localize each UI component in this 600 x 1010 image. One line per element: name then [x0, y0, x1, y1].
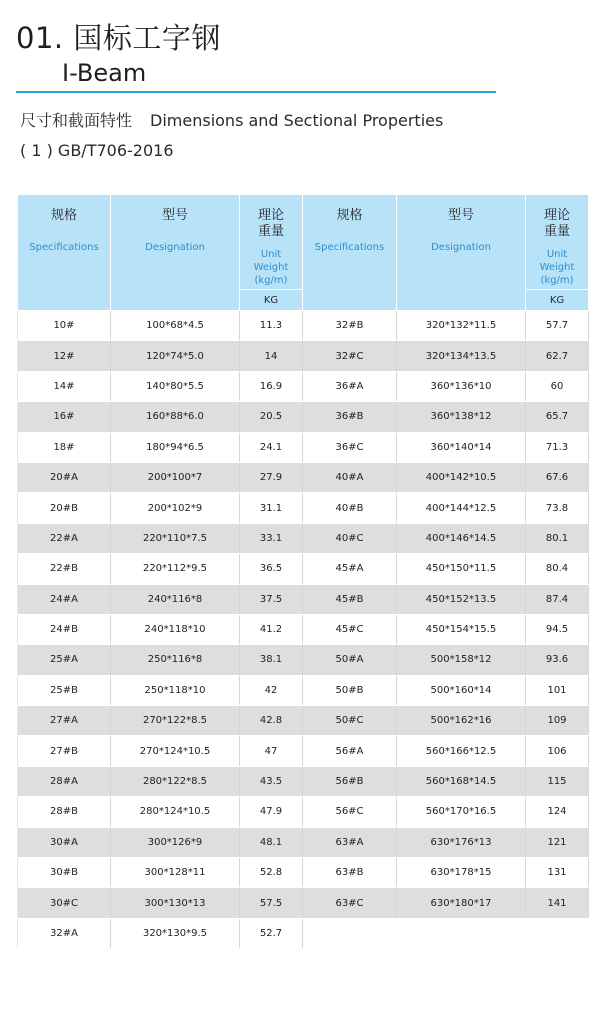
empty-cell — [397, 918, 526, 948]
cell-spec-right: 63#A — [303, 827, 397, 857]
cell-weight-right: 80.4 — [526, 554, 589, 584]
cell-weight-right: 94.5 — [526, 614, 589, 644]
table-row — [18, 736, 589, 766]
cell-weight-right: 62.7 — [526, 341, 589, 371]
cell-designation-left: 220*110*7.5 — [111, 523, 240, 553]
cell-weight-right: 115 — [526, 766, 589, 796]
cell-spec-left: 10# — [18, 311, 111, 341]
cell-weight-left: 36.5 — [240, 554, 303, 584]
cell-designation-left: 300*126*9 — [111, 827, 240, 857]
table-row — [18, 402, 589, 432]
cell-designation-right: 360*136*10 — [397, 371, 526, 401]
cell-spec-left: 27#B — [18, 736, 111, 766]
cell-spec-right: 40#C — [303, 523, 397, 553]
cell-spec-left: 30#A — [18, 827, 111, 857]
cell-weight-right: 80.1 — [526, 523, 589, 553]
table-row — [18, 858, 589, 888]
cell-weight-left: 27.9 — [240, 462, 303, 492]
cell-designation-left: 120*74*5.0 — [111, 341, 240, 371]
cell-weight-right: 93.6 — [526, 645, 589, 675]
cell-weight-left: 20.5 — [240, 402, 303, 432]
cell-designation-left: 300*130*13 — [111, 888, 240, 918]
cell-designation-right: 320*134*13.5 — [397, 341, 526, 371]
cell-weight-left: 52.7 — [240, 918, 303, 948]
cell-designation-left: 240*118*10 — [111, 614, 240, 644]
cell-weight-left: 52.8 — [240, 858, 303, 888]
cell-designation-right: 500*162*16 — [397, 706, 526, 736]
cell-spec-left: 30#B — [18, 858, 111, 888]
cell-weight-left: 43.5 — [240, 766, 303, 796]
cell-designation-left: 280*124*10.5 — [111, 797, 240, 827]
header-designation-cn: 型号 — [161, 208, 188, 223]
table-row — [18, 888, 589, 918]
header-weight-left — [240, 195, 303, 290]
header-designation-left — [111, 195, 240, 311]
cell-designation-right: 500*158*12 — [397, 645, 526, 675]
cell-spec-left: 28#A — [18, 766, 111, 796]
cell-designation-right: 450*154*15.5 — [397, 614, 526, 644]
cell-designation-left: 300*128*11 — [111, 858, 240, 888]
header-spec-right — [303, 195, 397, 311]
cell-spec-left: 20#A — [18, 462, 111, 492]
cell-spec-right: 45#A — [303, 554, 397, 584]
cell-spec-left: 32#A — [18, 918, 111, 948]
section-subtitle — [20, 108, 443, 131]
cell-weight-left: 33.1 — [240, 523, 303, 553]
cell-designation-right: 320*132*11.5 — [397, 311, 526, 341]
cell-weight-right: 60 — [526, 371, 589, 401]
cell-spec-right: 56#C — [303, 797, 397, 827]
cell-spec-right: 56#B — [303, 766, 397, 796]
cell-spec-left: 24#B — [18, 614, 111, 644]
table-row — [18, 797, 589, 827]
cell-weight-left: 47 — [240, 736, 303, 766]
cell-weight-left: 57.5 — [240, 888, 303, 918]
cell-weight-right: 141 — [526, 888, 589, 918]
table-row — [18, 493, 589, 523]
cell-designation-right: 450*152*13.5 — [397, 584, 526, 614]
cell-spec-right: 56#A — [303, 736, 397, 766]
cell-weight-right: 124 — [526, 797, 589, 827]
cell-spec-left: 22#A — [18, 523, 111, 553]
cell-spec-right: 40#B — [303, 493, 397, 523]
cell-spec-left: 14# — [18, 371, 111, 401]
header-spec-cn: 规格 — [336, 208, 363, 223]
cell-spec-right: 36#C — [303, 432, 397, 462]
table-body — [18, 311, 589, 949]
cell-spec-left: 30#C — [18, 888, 111, 918]
cell-designation-right: 450*150*11.5 — [397, 554, 526, 584]
cell-spec-right: 45#B — [303, 584, 397, 614]
cell-weight-right: 106 — [526, 736, 589, 766]
cell-weight-right: 71.3 — [526, 432, 589, 462]
table-row — [18, 645, 589, 675]
cell-spec-right: 63#B — [303, 858, 397, 888]
cell-designation-left: 250*118*10 — [111, 675, 240, 705]
cell-weight-right: 73.8 — [526, 493, 589, 523]
table-row — [18, 918, 589, 948]
cell-weight-left: 31.1 — [240, 493, 303, 523]
cell-designation-left: 280*122*8.5 — [111, 766, 240, 796]
cell-spec-left: 22#B — [18, 554, 111, 584]
cell-weight-right: 65.7 — [526, 402, 589, 432]
cell-designation-left: 250*116*8 — [111, 645, 240, 675]
table-row — [18, 311, 589, 341]
header-unit-kg-right: KG — [526, 290, 589, 311]
cell-spec-left: 16# — [18, 402, 111, 432]
cell-designation-right: 560*170*16.5 — [397, 797, 526, 827]
cell-designation-left: 270*124*10.5 — [111, 736, 240, 766]
cell-designation-left: 220*112*9.5 — [111, 554, 240, 584]
cell-designation-right: 400*144*12.5 — [397, 493, 526, 523]
cell-weight-right: 101 — [526, 675, 589, 705]
cell-weight-right: 121 — [526, 827, 589, 857]
cell-spec-right: 36#A — [303, 371, 397, 401]
header-designation-cn: 型号 — [447, 208, 474, 223]
cell-designation-left: 200*100*7 — [111, 462, 240, 492]
standard-label: ( 1 ) GB/T706-2016 — [20, 141, 174, 160]
page-title-cn: 01. 国标工字钢 — [16, 21, 221, 55]
empty-cell — [303, 918, 397, 948]
header-designation-en: Designation — [145, 242, 205, 253]
cell-designation-left: 140*80*5.5 — [111, 371, 240, 401]
cell-designation-left: 320*130*9.5 — [111, 918, 240, 948]
table-row — [18, 675, 589, 705]
cell-weight-left: 38.1 — [240, 645, 303, 675]
cell-weight-left: 16.9 — [240, 371, 303, 401]
header-weight-en: Unit Weight (kg/m) — [253, 249, 289, 286]
cell-weight-left: 37.5 — [240, 584, 303, 614]
cell-weight-right: 57.7 — [526, 311, 589, 341]
table-row — [18, 766, 589, 796]
cell-spec-left: 12# — [18, 341, 111, 371]
cell-designation-left: 180*94*6.5 — [111, 432, 240, 462]
header-spec-cn: 规格 — [50, 208, 77, 223]
table-row — [18, 432, 589, 462]
table-row — [18, 341, 589, 371]
cell-designation-right: 400*146*14.5 — [397, 523, 526, 553]
cell-designation-right: 360*140*14 — [397, 432, 526, 462]
cell-designation-left: 270*122*8.5 — [111, 706, 240, 736]
header-designation-en: Designation — [431, 242, 491, 253]
subtitle-en: Dimensions and Sectional Properties — [150, 111, 444, 130]
subtitle-cn: 尺寸和截面特性 — [20, 111, 133, 130]
cell-weight-left: 42 — [240, 675, 303, 705]
header-weight-en: Unit Weight (kg/m) — [539, 249, 575, 286]
cell-spec-left: 18# — [18, 432, 111, 462]
cell-weight-right: 87.4 — [526, 584, 589, 614]
cell-designation-right: 630*178*15 — [397, 858, 526, 888]
empty-cell — [526, 918, 589, 948]
header-weight-right — [526, 195, 589, 290]
cell-spec-left: 20#B — [18, 493, 111, 523]
cell-designation-left: 200*102*9 — [111, 493, 240, 523]
cell-designation-right: 630*176*13 — [397, 827, 526, 857]
table-row — [18, 706, 589, 736]
title-divider — [16, 91, 496, 93]
cell-weight-right: 67.6 — [526, 462, 589, 492]
cell-designation-right: 500*160*14 — [397, 675, 526, 705]
header-unit-kg-left: KG — [240, 290, 303, 311]
cell-designation-left: 100*68*4.5 — [111, 311, 240, 341]
cell-weight-left: 11.3 — [240, 311, 303, 341]
cell-spec-left: 24#A — [18, 584, 111, 614]
cell-designation-left: 240*116*8 — [111, 584, 240, 614]
cell-designation-right: 400*142*10.5 — [397, 462, 526, 492]
header-spec-en: Specifications — [314, 242, 385, 253]
cell-weight-left: 14 — [240, 341, 303, 371]
cell-spec-right: 45#C — [303, 614, 397, 644]
ibeam-table-container — [17, 194, 588, 949]
cell-spec-right: 50#B — [303, 675, 397, 705]
header-weight-cn: 理论 重量 — [543, 208, 570, 239]
cell-weight-left: 41.2 — [240, 614, 303, 644]
cell-designation-right: 560*168*14.5 — [397, 766, 526, 796]
table-row — [18, 554, 589, 584]
page-title-en: I-Beam — [62, 59, 147, 87]
cell-spec-left: 28#B — [18, 797, 111, 827]
ibeam-table — [17, 194, 589, 949]
cell-weight-left: 48.1 — [240, 827, 303, 857]
table-row — [18, 614, 589, 644]
cell-designation-left: 160*88*6.0 — [111, 402, 240, 432]
cell-designation-right: 560*166*12.5 — [397, 736, 526, 766]
cell-spec-left: 25#B — [18, 675, 111, 705]
header-spec-en: Specifications — [29, 242, 99, 253]
cell-spec-left: 27#A — [18, 706, 111, 736]
cell-spec-right: 32#C — [303, 341, 397, 371]
header-designation-right — [397, 195, 526, 311]
cell-designation-right: 630*180*17 — [397, 888, 526, 918]
cell-weight-left: 24.1 — [240, 432, 303, 462]
cell-weight-left: 42.8 — [240, 706, 303, 736]
cell-spec-right: 36#B — [303, 402, 397, 432]
cell-weight-right: 109 — [526, 706, 589, 736]
cell-weight-right: 131 — [526, 858, 589, 888]
table-row — [18, 827, 589, 857]
table-row — [18, 523, 589, 553]
cell-spec-right: 50#C — [303, 706, 397, 736]
cell-designation-right: 360*138*12 — [397, 402, 526, 432]
cell-spec-right: 63#C — [303, 888, 397, 918]
cell-spec-right: 32#B — [303, 311, 397, 341]
cell-spec-right: 50#A — [303, 645, 397, 675]
cell-spec-left: 25#A — [18, 645, 111, 675]
table-row — [18, 462, 589, 492]
cell-weight-left: 47.9 — [240, 797, 303, 827]
header-spec-left — [18, 195, 111, 311]
table-row — [18, 584, 589, 614]
table-row — [18, 371, 589, 401]
cell-spec-right: 40#A — [303, 462, 397, 492]
header-weight-cn: 理论 重量 — [257, 208, 284, 239]
